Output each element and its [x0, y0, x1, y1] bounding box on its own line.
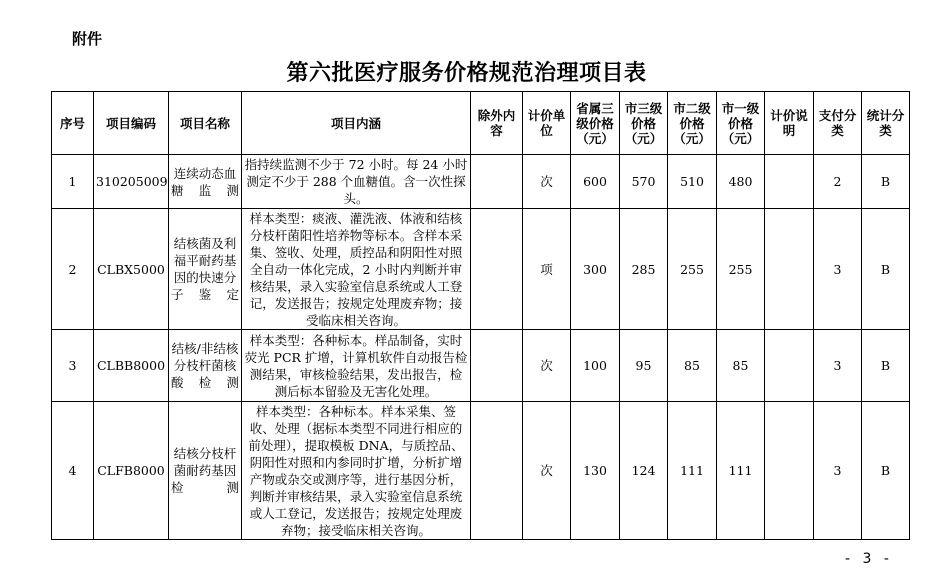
cell-excluded — [471, 155, 523, 209]
cell-code: CLBB8000 — [94, 330, 169, 402]
header-seq: 序号 — [52, 92, 94, 155]
cell-stat: B — [862, 209, 910, 330]
cell-excluded — [471, 402, 523, 540]
cell-excluded — [471, 209, 523, 330]
page-number: - 3 - — [845, 551, 893, 567]
annex-label: 附件 — [72, 30, 103, 48]
cell-price-prov: 130 — [571, 402, 620, 540]
cell-payment: 3 — [814, 402, 862, 540]
table-row — [52, 209, 910, 330]
cell-price-prov: 300 — [571, 209, 620, 330]
cell-pricing-note — [765, 209, 814, 330]
cell-name: 连续动态血糖监测 — [169, 155, 242, 209]
cell-price-city2: 85 — [668, 330, 717, 402]
cell-price-city3: 95 — [620, 330, 668, 402]
cell-price-city1: 85 — [717, 330, 765, 402]
cell-unit: 次 — [523, 402, 571, 540]
cell-price-city1: 255 — [717, 209, 765, 330]
price-table — [51, 91, 910, 540]
cell-unit: 次 — [523, 155, 571, 209]
header-excluded: 除外内容 — [471, 92, 523, 155]
cell-name: 结核分枝杆菌耐药基因检测 — [169, 402, 242, 540]
header-name: 项目名称 — [169, 92, 242, 155]
cell-payment: 3 — [814, 209, 862, 330]
cell-price-prov: 100 — [571, 330, 620, 402]
cell-payment: 2 — [814, 155, 862, 209]
table-row — [52, 402, 910, 540]
cell-price-city2: 111 — [668, 402, 717, 540]
cell-seq: 4 — [52, 402, 94, 540]
header-price-city2: 市二级价格（元） — [668, 92, 717, 155]
cell-name: 结核/非结核分枝杆菌核酸检测 — [169, 330, 242, 402]
header-pricing-note: 计价说明 — [765, 92, 814, 155]
cell-code: 310205009 — [94, 155, 169, 209]
cell-code: CLBX5000 — [94, 209, 169, 330]
cell-price-city1: 111 — [717, 402, 765, 540]
cell-pricing-note — [765, 155, 814, 209]
header-code: 项目编码 — [94, 92, 169, 155]
table-header-row — [52, 92, 910, 155]
table-row — [52, 330, 910, 402]
cell-content: 样本类型：各种标本。样本采集、签收、处理（据标本类型不同进行相应的前处理），提取模板 DNA，与质控品、阴阳性对照和内参同时扩增，分析扩增产物或杂交或测序等，进行基因分析，判断并审核结果，录入实验室信息系统或人工登记，发送报告；按规定处理废弃物；接受临床相关咨询。 — [242, 402, 471, 540]
cell-price-prov: 600 — [571, 155, 620, 209]
cell-payment: 3 — [814, 330, 862, 402]
header-content: 项目内涵 — [242, 92, 471, 155]
cell-content: 样本类型：痰液、灌洗液、体液和结核分枝杆菌阳性培养物等标本。含样本采集、签收、处理，质控品和阴阳性对照全自动一体化完成，2 小时内判断并审核结果，录入实验室信息系统或人工登记，发送报告；按规定处理废弃物；接受临床相关咨询。 — [242, 209, 471, 330]
cell-pricing-note — [765, 402, 814, 540]
cell-code: CLFB8000 — [94, 402, 169, 540]
cell-stat: B — [862, 330, 910, 402]
cell-seq: 2 — [52, 209, 94, 330]
header-payment: 支付分类 — [814, 92, 862, 155]
table-row — [52, 155, 910, 209]
cell-seq: 1 — [52, 155, 94, 209]
cell-pricing-note — [765, 330, 814, 402]
document-title: 第六批医疗服务价格规范治理项目表 — [286, 60, 647, 86]
cell-unit: 项 — [523, 209, 571, 330]
cell-unit: 次 — [523, 330, 571, 402]
cell-excluded — [471, 330, 523, 402]
cell-stat: B — [862, 402, 910, 540]
header-stat: 统计分类 — [862, 92, 910, 155]
header-price-city3: 市三级价格（元） — [620, 92, 668, 155]
cell-price-city3: 570 — [620, 155, 668, 209]
cell-price-city3: 124 — [620, 402, 668, 540]
cell-stat: B — [862, 155, 910, 209]
cell-seq: 3 — [52, 330, 94, 402]
cell-name: 结核菌及利福平耐药基因的快速分子鉴定 — [169, 209, 242, 330]
cell-price-city2: 255 — [668, 209, 717, 330]
cell-content: 样本类型：各种标本。样品制备，实时荧光 PCR 扩增，计算机软件自动报告检测结果，审核检验结果，发出报告，检测后标本留验及无害化处理。 — [242, 330, 471, 402]
cell-price-city2: 510 — [668, 155, 717, 209]
cell-content: 指持续监测不少于 72 小时。每 24 小时测定不少于 288 个血糖值。含一次性探头。 — [242, 155, 471, 209]
header-price-city1: 市一级价格（元） — [717, 92, 765, 155]
header-price-prov: 省属三级价格（元） — [571, 92, 620, 155]
cell-price-city1: 480 — [717, 155, 765, 209]
header-unit: 计价单位 — [523, 92, 571, 155]
cell-price-city3: 285 — [620, 209, 668, 330]
